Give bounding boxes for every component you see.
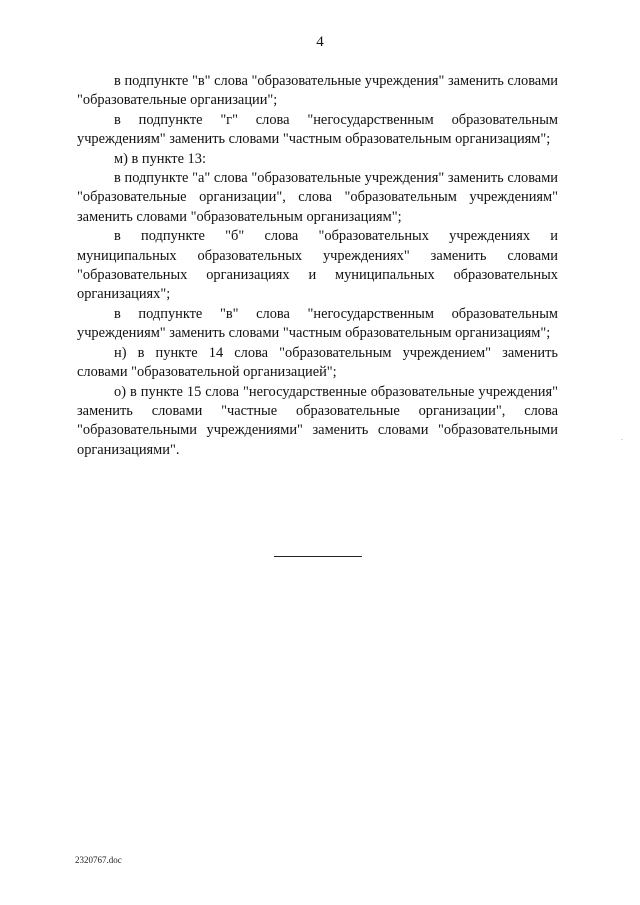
margin-mark: . bbox=[621, 433, 623, 442]
paragraph-subpoint-g-p12: в подпункте "г" слова "негосударственным образовательным учреждениям" заменить словами "частным образовательным организациям"; bbox=[77, 111, 558, 148]
end-separator-line bbox=[274, 556, 362, 557]
paragraph-point-13-heading: м) в пункте 13: bbox=[114, 150, 206, 167]
paragraph-point-15: о) в пункте 15 слова "негосударственные образовательные учреждения" заменить словами "частные образовательные организации", слова "образовательными учреждениями" заменить словами "образовательными организациями". bbox=[77, 383, 558, 458]
footer-file-name: 2320767.doc bbox=[75, 855, 122, 865]
paragraph-subpoint-b-p13: в подпункте "б" слова "образовательных учреждениях и муниципальных образовательных учреждениях" заменить словами "образовательных организациях и муниципальных образовательных организациях"; bbox=[77, 228, 558, 303]
paragraph-subpoint-v-p13: в подпункте "в" слова "негосударственным образовательным учреждениям" заменить словами "частным образовательным организациям"; bbox=[77, 305, 558, 342]
paragraph-point-14: н) в пункте 14 слова "образовательным учреждением" заменить словами "образовательной организацией"; bbox=[77, 344, 558, 381]
paragraph-subpoint-a-p13: в подпункте "а" слова "образовательные учреждения" заменить словами "образовательные организации", слова "образовательным учреждениям" заменить словами "образовательным организациям"; bbox=[77, 170, 558, 225]
page-number: 4 bbox=[316, 34, 324, 50]
paragraph-subpoint-v-p12: в подпункте "в" слова "образовательные учреждения" заменить словами "образовательные организации"; bbox=[77, 73, 558, 109]
document-body bbox=[77, 72, 558, 460]
